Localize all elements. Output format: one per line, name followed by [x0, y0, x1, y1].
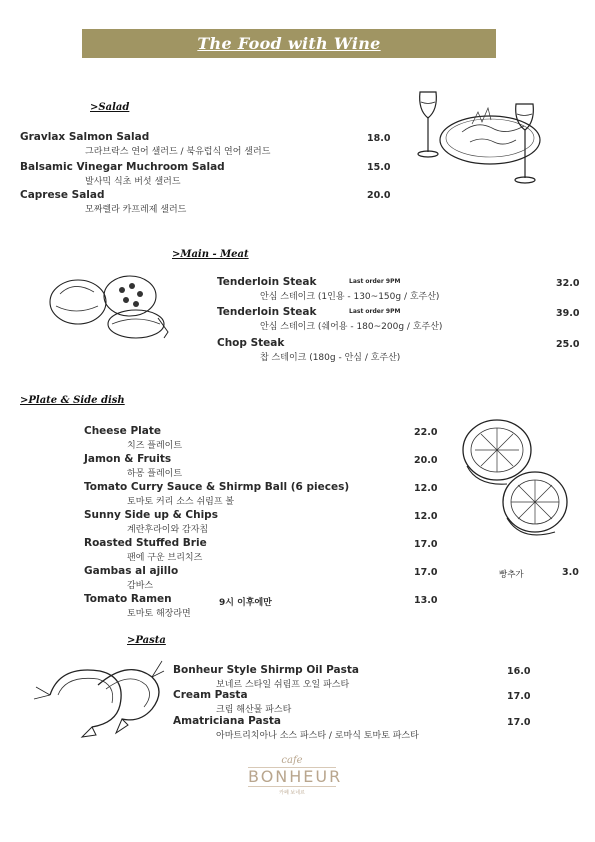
item-price: 25.0: [556, 339, 580, 350]
item-price: 39.0: [556, 308, 580, 319]
item-price: 17.0: [414, 539, 438, 550]
item-korean: 감바스: [127, 581, 154, 591]
item-korean: 모짜렐라 카프레제 샐러드: [85, 205, 187, 215]
menu-item: [84, 453, 182, 479]
menu-item: [84, 425, 182, 451]
item-name: Tenderloin Steak: [217, 276, 317, 288]
item-korean: 계란후라이와 감자칩: [127, 525, 209, 535]
ramen-time-note: 9시 이후에만: [219, 598, 272, 608]
item-name: Tomato Curry Sauce & Shirmp Ball (6 pieces): [84, 481, 350, 493]
item-korean: 안심 스테이크 (쉐어용 - 180~200g / 호주산): [260, 322, 443, 332]
item-price: 22.0: [414, 427, 438, 438]
logo-sub: 카페 보네르: [279, 790, 305, 796]
menu-item: [173, 715, 419, 741]
meat-platter-icon: [42, 262, 174, 350]
item-name: Amatriciana Pasta: [173, 715, 281, 727]
item-price: 13.0: [414, 595, 438, 606]
menu-title-banner: [82, 29, 496, 58]
menu-item: [217, 337, 400, 363]
menu-item: [84, 565, 178, 591]
section-plate-title: >Plate & Side dish: [20, 395, 125, 406]
item-korean: 찹 스테이크 (180g - 안심 / 호주산): [260, 353, 401, 363]
item-korean: 하몽 플레이트: [127, 469, 183, 479]
section-salad-title: >Salad: [90, 102, 130, 113]
logo-brand: BONHEUR: [248, 767, 343, 786]
item-name: Cream Pasta: [173, 689, 248, 701]
item-korean: 안심 스테이크 (1인용 - 130~150g / 호주산): [260, 292, 440, 302]
item-name: Gravlax Salmon Salad: [20, 131, 150, 143]
menu-item: [173, 664, 359, 690]
menu-item: [173, 689, 291, 715]
extra-bread-price: 3.0: [562, 567, 579, 578]
item-name: Caprese Salad: [20, 189, 105, 201]
menu-item: [217, 276, 439, 302]
section-main-title: >Main - Meat: [172, 249, 249, 260]
menu-title: The Food with Wine: [197, 34, 381, 53]
item-name: Tomato Ramen: [84, 593, 172, 605]
item-price: 17.0: [414, 567, 438, 578]
item-price: 12.0: [414, 483, 438, 494]
last-order-note: Last order 9PM: [349, 278, 401, 285]
item-price: 16.0: [507, 666, 531, 677]
logo-script: cafe: [281, 755, 303, 766]
item-korean: 아마트리치아나 소스 파스타 / 로마식 토마토 파스타: [216, 731, 419, 741]
item-korean: 치즈 플레이트: [127, 441, 183, 451]
menu-item: [84, 509, 218, 535]
item-korean: 보네르 스타일 쉬림프 오일 파스타: [216, 680, 350, 690]
section-pasta-title: >Pasta: [127, 635, 166, 646]
menu-item: [84, 537, 207, 563]
item-korean: 그라브락스 연어 샐러드 / 북유럽식 연어 샐러드: [85, 147, 271, 157]
item-price: 15.0: [367, 162, 391, 173]
cafe-bonheur-logo: [240, 755, 344, 805]
item-korean: 팬에 구운 브리치즈: [127, 553, 203, 563]
shrimp-icon: [30, 655, 166, 755]
menu-item: [20, 161, 225, 187]
menu-item: [20, 131, 270, 157]
item-price: 32.0: [556, 278, 580, 289]
item-korean: 크림 해산물 파스타: [216, 705, 292, 715]
last-order-note: Last order 9PM: [349, 308, 401, 315]
item-price: 17.0: [507, 717, 531, 728]
item-name: Chop Steak: [217, 337, 285, 349]
item-korean: 토마토 커리 소스 쉬림프 볼: [127, 497, 235, 507]
item-name: Balsamic Vinegar Muchroom Salad: [20, 161, 225, 173]
item-name: Roasted Stuffed Brie: [84, 537, 207, 549]
item-price: 20.0: [414, 455, 438, 466]
item-name: Sunny Side up & Chips: [84, 509, 218, 521]
item-price: 20.0: [367, 190, 391, 201]
wine-and-platter-icon: [412, 82, 552, 192]
item-korean: 토마토 해장라면: [127, 609, 191, 619]
item-name: Jamon & Fruits: [84, 453, 172, 465]
citrus-halves-icon: [455, 408, 573, 548]
item-korean: 발사믹 식초 버섯 샐러드: [85, 177, 181, 187]
menu-item: [84, 593, 191, 619]
extra-bread-label: 빵추가: [499, 570, 524, 580]
item-name: Tenderloin Steak: [217, 306, 317, 318]
item-price: 12.0: [414, 511, 438, 522]
item-price: 18.0: [367, 133, 391, 144]
item-name: Gambas al ajillo: [84, 565, 179, 577]
item-name: Bonheur Style Shirmp Oil Pasta: [173, 664, 359, 676]
menu-item: [84, 481, 349, 507]
menu-item: [217, 306, 442, 332]
item-price: 17.0: [507, 691, 531, 702]
menu-item: [20, 189, 186, 215]
item-name: Cheese Plate: [84, 425, 161, 437]
